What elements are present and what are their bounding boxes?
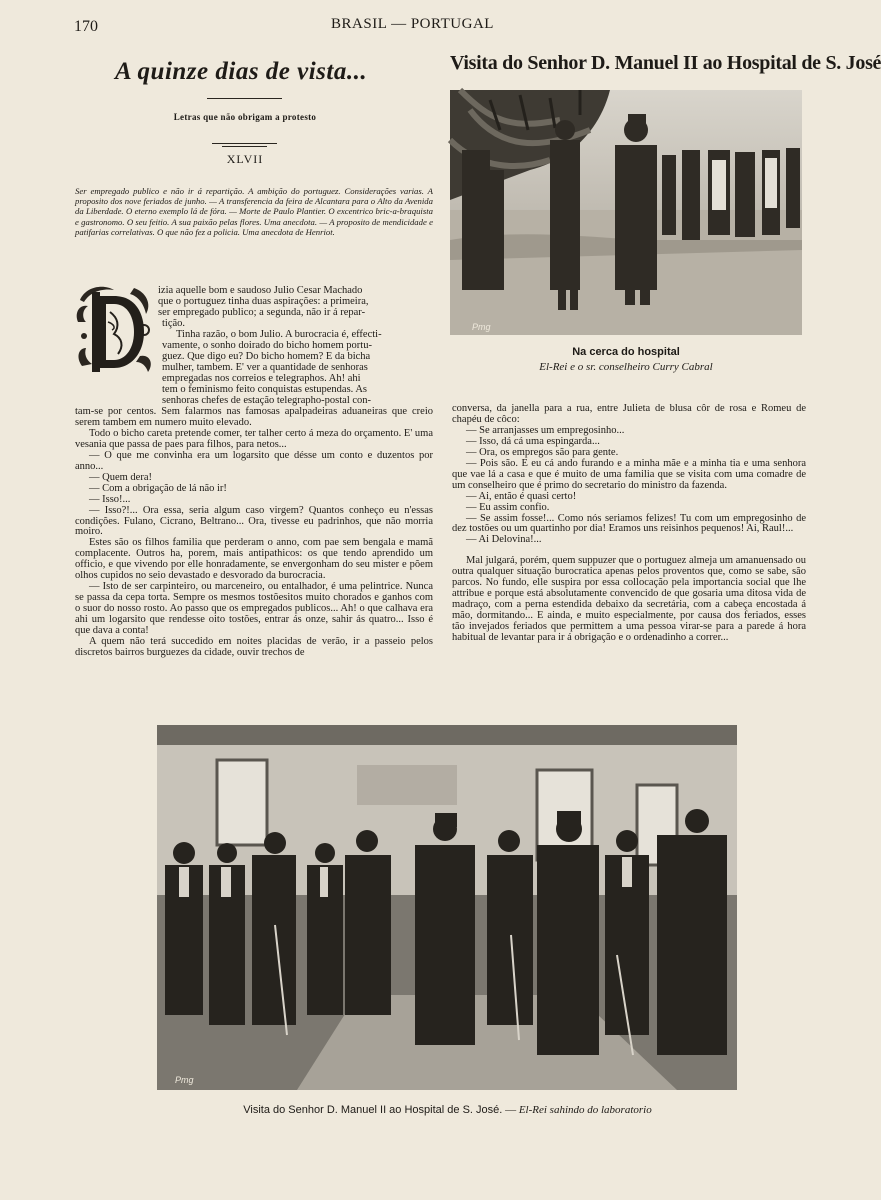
- intro-line: tem o feminismo feito conquistas estupendas. As: [162, 384, 368, 395]
- paragraph: Estes são os filhos familia que perderam o anno, com pae sem bengala e mamã complacente. Outros ha, porem, mais antipathicos: os que tendo aprendido um officio, e que vivendo por elle honradamente, se envergonham do seu mister e põem olhos cupidos no seio devastado e desvorado da burocracia.: [75, 537, 433, 582]
- intro-line: izia aquelle bom e saudoso Julio Cesar Machado: [158, 285, 363, 296]
- paragraph: tam-se por centos. Sem falarmos nas famosas apalpadeiras aduaneiras que creio serem tambem em numero muito elevado.: [75, 406, 433, 428]
- paragraph: — Com a obrigação de lá não ir!: [89, 482, 227, 494]
- paragraph: conversa, da janella para a rua, entre Julieta de blusa côr de rosa e Romeu de chapéu de côco:: [452, 403, 806, 425]
- article-summary: Ser empregado publico e não ir á repartição. A ambição do portuguez. Considerações varias. A proposito dos nove feriados de junho. — A transferencia da feira de Alcantara para o Alto da Avenida da Liberdade. O eterno exemplo lá de fóra. — Morte de Paulo Plantier. O excentrico bric-a-braquista e gastronomo. O seu feitio. A sua paixão pelas flores. Uma anecdota. — A proposito de mendicidade e patifarias correlativas. O que não fez a policia. Uma anecdota de Henriot.: [75, 186, 433, 237]
- paragraph: — Isso, dá cá uma espingarda...: [466, 435, 600, 447]
- photo-report-title: Visita do Senhor D. Manuel II ao Hospital de S. José: [450, 52, 881, 74]
- paragraph: — Ora, os empregos são para gente.: [466, 446, 619, 458]
- article-body-right: [452, 404, 806, 644]
- paragraph: Mal julgará, porém, quem suppuzer que o portuguez almeja um amanuensado ou outra qualquer situação burocratica apenas pelos proventos que, como se sabe, são parcos. No fundo, elle suspira por essa collocação pela importancia social que lhe attribue e porque está absolutamente convencido de que gosaria uma ditosa vida de madraço, com a perna estendida debaixo da secretária, com a cabeça encostada á mão, dormitando... E ainda, e muito especialmente, por causa dos feriados, esses tão invejados feriados que permittem a uma pessoa virar-se para a parede á hora habitual de levantar para ir á obrigação e o ordenadinho a correr...: [452, 555, 806, 644]
- paragraph: — Pois são. E eu cá ando furando e a minha mãe e a minha tia e uma senhora que vae lá a casa e que é muito de uma familia que se visita com uma comadre de um conselheiro que é primo do secretario do ministro da fazenda.: [452, 457, 806, 491]
- intro-line: mulher, tambem. E' ver a quantidade de senhoras: [162, 362, 368, 373]
- photo-signature: Pmg: [472, 322, 491, 332]
- intro-line: guez. Que digo eu? Do bicho homem? E da bicha: [162, 351, 371, 362]
- paragraph: — O que me convinha era um logarsito que désse um conto e duzentos por anno...: [75, 449, 433, 472]
- caption-sub: El-Rei sahindo do laboratorio: [518, 1104, 652, 1116]
- paragraph: — Isso!...: [89, 493, 131, 505]
- intro-line: tição.: [162, 318, 186, 329]
- intro-line: empregadas nos correios e telegraphos. Ah! ahi: [162, 373, 361, 384]
- article-title: A quinze dias de vista...: [115, 58, 368, 85]
- caption-main: Visita do Senhor D. Manuel II ao Hospital de S. José.: [243, 1104, 503, 1116]
- title-divider: [207, 98, 282, 99]
- article-body-left: [75, 407, 433, 659]
- photo-caption-subtitle: El-Rei e o sr. conselheiro Curry Cabral: [539, 361, 713, 373]
- dropcap-ornament: [74, 282, 156, 378]
- paragraph: — Eu assim confio.: [466, 501, 550, 513]
- intro-line: que o portuguez tinha duas aspirações: a primeira,: [158, 296, 369, 307]
- paragraph: A quem não terá succedido em noites placidas de verão, ir a passeio pelos discretos bairros burguezes da cidade, ouvir trechos de: [75, 636, 433, 658]
- photo-signature: Pmg: [175, 1075, 194, 1085]
- paragraph: — Se arranjasses um empregosinho...: [466, 424, 625, 436]
- section-number: XLVII: [226, 152, 264, 166]
- section-divider-short: [222, 146, 267, 147]
- caption-separator: —: [502, 1104, 519, 1116]
- paragraph: — Ai Delovina!...: [466, 534, 542, 546]
- bottom-photo-caption: [150, 1104, 745, 1116]
- laboratory-exit-photo: [157, 725, 737, 1090]
- running-title: BRASIL — PORTUGAL: [331, 16, 494, 32]
- paragraph: — Isto de ser carpinteiro, ou marceneiro, ou entalhador, é uma pelintrice. Nunca se passa da cepa torta. Sempre os mesmos tostõesitos muito chorados e ganhos com o suor do nosso rosto. Ao passo que os empregados publicos... Ah! o que calhava era ahi um logarsito que rendesse oito tostões, entrar ás onze, sahir ás quatro... Isso é que dava a conta!: [75, 581, 433, 637]
- page-number: 170: [74, 18, 98, 35]
- paragraph: — Ai, então é quasi certo!: [466, 490, 577, 502]
- article-subtitle: Letras que não obrigam a protesto: [173, 112, 317, 122]
- section-divider: [212, 143, 277, 144]
- paragraph: — Quem dera!: [89, 471, 152, 483]
- photo-caption-title: Na cerca do hospital: [572, 346, 680, 358]
- paragraph: — Isso?!... Ora essa, seria algum caso virgem? Quantos conheço eu n'essas condições. Fulano, Cicrano, Beltrano... Ora, tivesse eu padrinhos, que não morria moiro.: [75, 504, 433, 538]
- paragraph: — Se assim fosse!... Como nós seriamos felizes! Tu com um empregosinho de dez tostões ou um quartinho por dia! Eramos uns reisinhos pequenos! Ai, Raul!...: [452, 512, 806, 535]
- hospital-garden-photo: [450, 90, 802, 335]
- paragraph: Todo o bicho careta pretende comer, ter talher certo á meza do orçamento. E' uma vesania que passa de paes para filhos, para netos...: [75, 427, 433, 450]
- intro-line: Tinha razão, o bom Julio. A burocracia é, effecti-: [176, 329, 382, 340]
- intro-line: ser empregado publico; a segunda, não ir á repar-: [158, 307, 366, 318]
- intro-line: senhoras chefes de estação telegrapho-postal con-: [162, 395, 372, 406]
- intro-line: vamente, o sonho doirado do bicho homem portu-: [162, 340, 372, 351]
